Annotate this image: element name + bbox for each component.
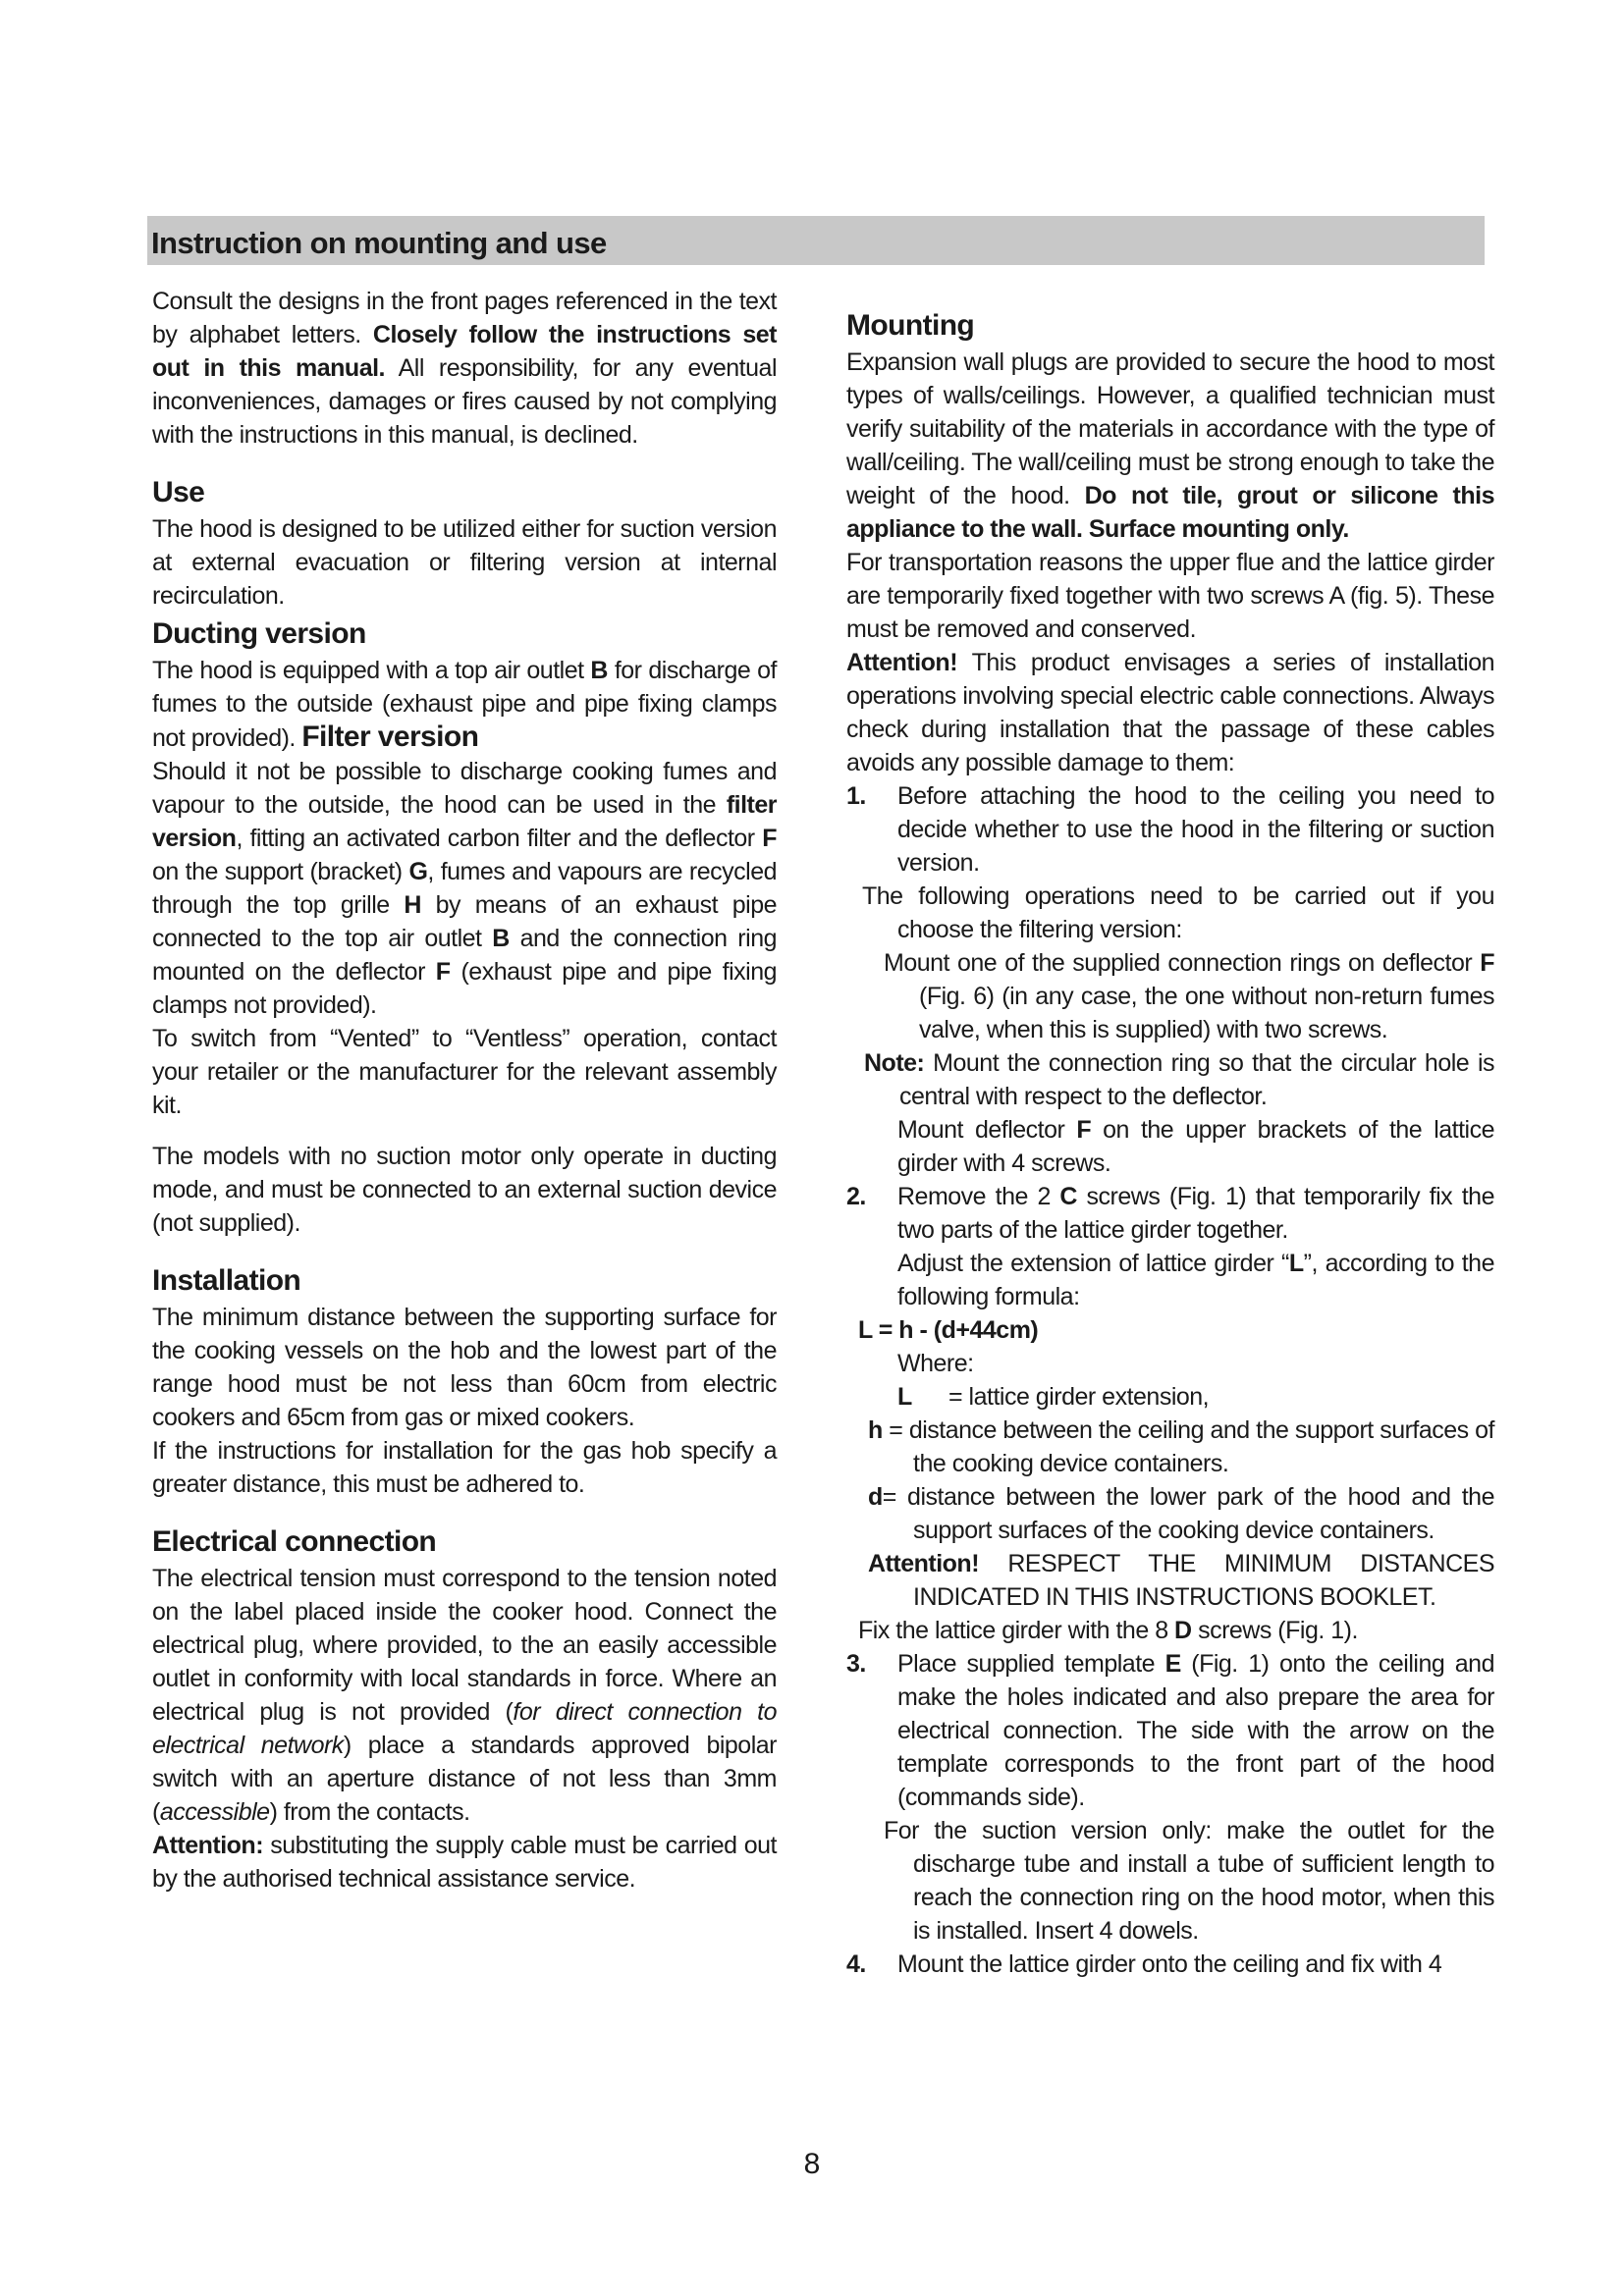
page-title: Instruction on mounting and use [151,226,607,260]
mount-ring-paragraph [862,946,1494,1046]
label-f: F [1480,949,1494,977]
filter-text: , fumes and vapours are recycled through the top grille [152,858,777,919]
attention-paragraph-1 [846,646,1494,779]
label-g: G [408,858,428,885]
installation-text-2: If the instructions for installation for the gas hob specify a greater distance, this must be adhered to. [152,1437,777,1498]
step-number: 3. [846,1650,866,1678]
note-paragraph [862,1046,1494,1113]
filter-text: , fitting an activated carbon filter and the deflector [236,825,755,852]
def-d-text [862,1480,1494,1547]
formula-text: L = h - (d+44cm) [858,1316,1039,1344]
attention-paragraph [152,1829,777,1896]
electrical-heading: Electrical connection [152,1525,437,1558]
electrical-text: The electrical tension must correspond to the tension noted on the label placed inside the cooker hood. Connect the electrical plug, where provided, to the an easily accessible outlet in conformity with local standards in force. Where an electrical plug is not provided ( [152,1565,777,1726]
mounting-text: Expansion wall plugs are provided to secure the hood to most types of walls/ceilings. However, a qualified technician must verify suitability of the materials in accordance with the type of wall/ceiling. The wall/ceiling must be strong enough to take the weight of the hood. [846,348,1494,509]
switch-text: To switch from “Vented” to “Ventless” operation, contact your retailer or the manufacturer for the relevant assembly kit. [152,1025,777,1119]
right-column [846,306,1494,1981]
ducting-paragraph [152,654,777,755]
step-3 [846,1647,1494,1814]
mounting-emphasis: Do not tile, grout or silicone this appliance to the wall. Surface mounting only. [846,482,1494,543]
attention-label: Attention: [152,1832,264,1859]
fix-text-end: screws (Fig. 1). [1198,1617,1358,1644]
def-label: L [897,1383,912,1411]
def-label: h [868,1416,883,1444]
deflector-paragraph [862,1113,1494,1180]
section-header-bar [147,216,1485,265]
label-f: F [1076,1116,1092,1144]
deflector-text: Mount deflector [897,1116,1065,1144]
step-text: Before attaching the hood to the ceiling you need to decide whether to use the hood in the filtering or suction version. [897,782,1494,877]
models-text: The models with no suction motor only operate in ducting mode, and must be connected to an external suction device (not supplied). [152,1143,777,1237]
filter-text: by means of an exhaust pipe connected to the top air outlet [152,891,778,952]
intro-paragraph [152,285,777,452]
step-number: 4. [846,1950,866,1978]
adjust-text-end: ”, according to the following formula: [897,1250,1494,1310]
step-text: Mount the lattice girder onto the ceiling and fix with 4 [897,1950,1442,1978]
note-label: Note: [864,1049,925,1077]
ducting-heading: Ducting version [152,617,366,650]
step-text: Remove the 2 [897,1183,1051,1210]
formula [846,1313,1494,1347]
attention-label: Attention! [846,649,958,676]
step-1-details [846,880,1494,1180]
def-text: = lattice girder extension, [948,1383,1210,1411]
use-text: The hood is designed to be utilized either for suction version at external evacuation or filtering version at internal recirculation. [152,515,777,610]
definition-h [846,1414,1494,1614]
page-number: 8 [803,2148,821,2180]
mount-text: Mount one of the supplied connection rings on deflector [884,949,1473,977]
label-b: B [590,657,608,684]
left-column [152,285,777,1896]
electrical-text: ) place a standards approved bipolar switch with an aperture distance of not less than 3mm ( [152,1732,777,1826]
ducting-text: The hood is equipped with a top air outlet [152,657,584,684]
intro-emphasis: Closely follow the instructions set out in this manual. [152,321,777,382]
transport-text: For transportation reasons the upper flue and the lattice girder are temporarily fixed together with two screws A (fig. 5). These must be removed and conserved. [846,549,1494,643]
attention-text: RESPECT THE MINIMUM DISTANCES INDICATED IN THIS INSTRUCTIONS BOOKLET. [913,1550,1494,1611]
electrical-text-end: ) from the contacts. [269,1798,470,1826]
ducting-text-end: for discharge of fumes to the outside (exhaust pipe and pipe fixing clamps not provided). [152,657,777,752]
step-text-end: (Fig. 1) onto the ceiling and make the holes indicated and also prepare the area for electrical connection. The side with the arrow on the template corresponds to the front part of the hood (commands side). [897,1650,1494,1811]
filter-paragraph [152,755,777,1022]
label-l: L [1288,1250,1304,1277]
definition-l [846,1380,1494,1414]
def-label: d [868,1483,883,1511]
filter-emphasis: filter version [152,791,777,852]
step-2 [846,1180,1494,1247]
intro-text-end: All responsibility, for any eventual inconveniences, damages or fires caused by not complying with the instructions in this manual, is declined. [152,354,777,449]
intro-text: Consult the designs in the front pages referenced in the text by alphabet letters. [152,288,777,348]
fix-paragraph [846,1614,1494,1647]
step-1 [846,779,1494,880]
electrical-italic: accessible [159,1798,270,1826]
label-f: F [435,958,451,986]
filter-text: Should it not be possible to discharge cooking fumes and vapour to the outside, the hood can be used in the [152,758,777,819]
label-h: H [404,891,421,919]
label-b: B [492,925,510,952]
where-label: Where: [897,1350,974,1377]
deflector-text-end: on the upper brackets of the lattice girder with 4 screws. [897,1116,1494,1177]
filter-text-end: (exhaust pipe and pipe fixing clamps not provided). [152,958,777,1019]
step-number: 1. [846,782,866,810]
mounting-heading: Mounting [846,309,975,342]
label-e: E [1164,1650,1181,1678]
def-h-text [862,1414,1494,1480]
def-text: = distance between the lower park of the hood and the support surfaces of the cooking device containers. [882,1483,1494,1544]
attention-label: Attention! [868,1550,980,1577]
installation-text: The minimum distance between the supporting surface for the cooking vessels on the hob and the lowest part of the range hood must be not less than 60cm from electric cookers and 65cm from gas or mixed cookers. [152,1304,777,1431]
label-f: F [762,825,777,852]
adjust-text: Adjust the extension of lattice girder “ [897,1250,1289,1277]
mounting-paragraph [846,346,1494,546]
step-number: 2. [846,1183,866,1210]
def-text: = distance between the ceiling and the support surfaces of the cooking device containers. [889,1416,1494,1477]
step-text: Place supplied template [897,1650,1156,1678]
use-heading: Use [152,476,205,508]
mount-text-end: (Fig. 6) (in any case, the one without non-return fumes valve, when this is supplied) with two screws. [919,983,1494,1043]
filter-text: and the connection ring mounted on the deflector [152,925,777,986]
electrical-paragraph [152,1562,777,1829]
label-c: C [1059,1183,1077,1210]
operations-text: The following operations need to be carried out if you choose the filtering version: [862,882,1494,943]
suction-text: For the suction version only: make the outlet for the discharge tube and install a tube of sufficient length to reach the connection ring on the hood motor, when this is installed. Insert 4 dowels. [884,1817,1494,1945]
fix-text: Fix the lattice girder with the 8 [858,1617,1168,1644]
note-text: Mount the connection ring so that the circular hole is central with respect to the deflector. [899,1049,1494,1110]
step-4 [846,1948,1494,1981]
electrical-italic: for direct connection to electrical network [152,1698,778,1759]
suction-paragraph [846,1814,1494,1948]
label-d: D [1174,1617,1192,1644]
attention-paragraph-2 [862,1547,1494,1614]
filter-heading: Filter version [301,721,479,753]
attention-text: substituting the supply cable must be carried out by the authorised technical assistance service. [152,1832,777,1893]
attention-text: This product envisages a series of installation operations involving special electric cable connections. Always check during installation that the passage of these cables avoids any possible damage to them: [846,649,1494,776]
installation-heading: Installation [152,1264,301,1297]
filter-text: on the support (bracket) [152,858,403,885]
step-text-end: screws (Fig. 1) that temporarily fix the two parts of the lattice girder together. [897,1183,1494,1244]
adjust-paragraph [846,1247,1494,1313]
